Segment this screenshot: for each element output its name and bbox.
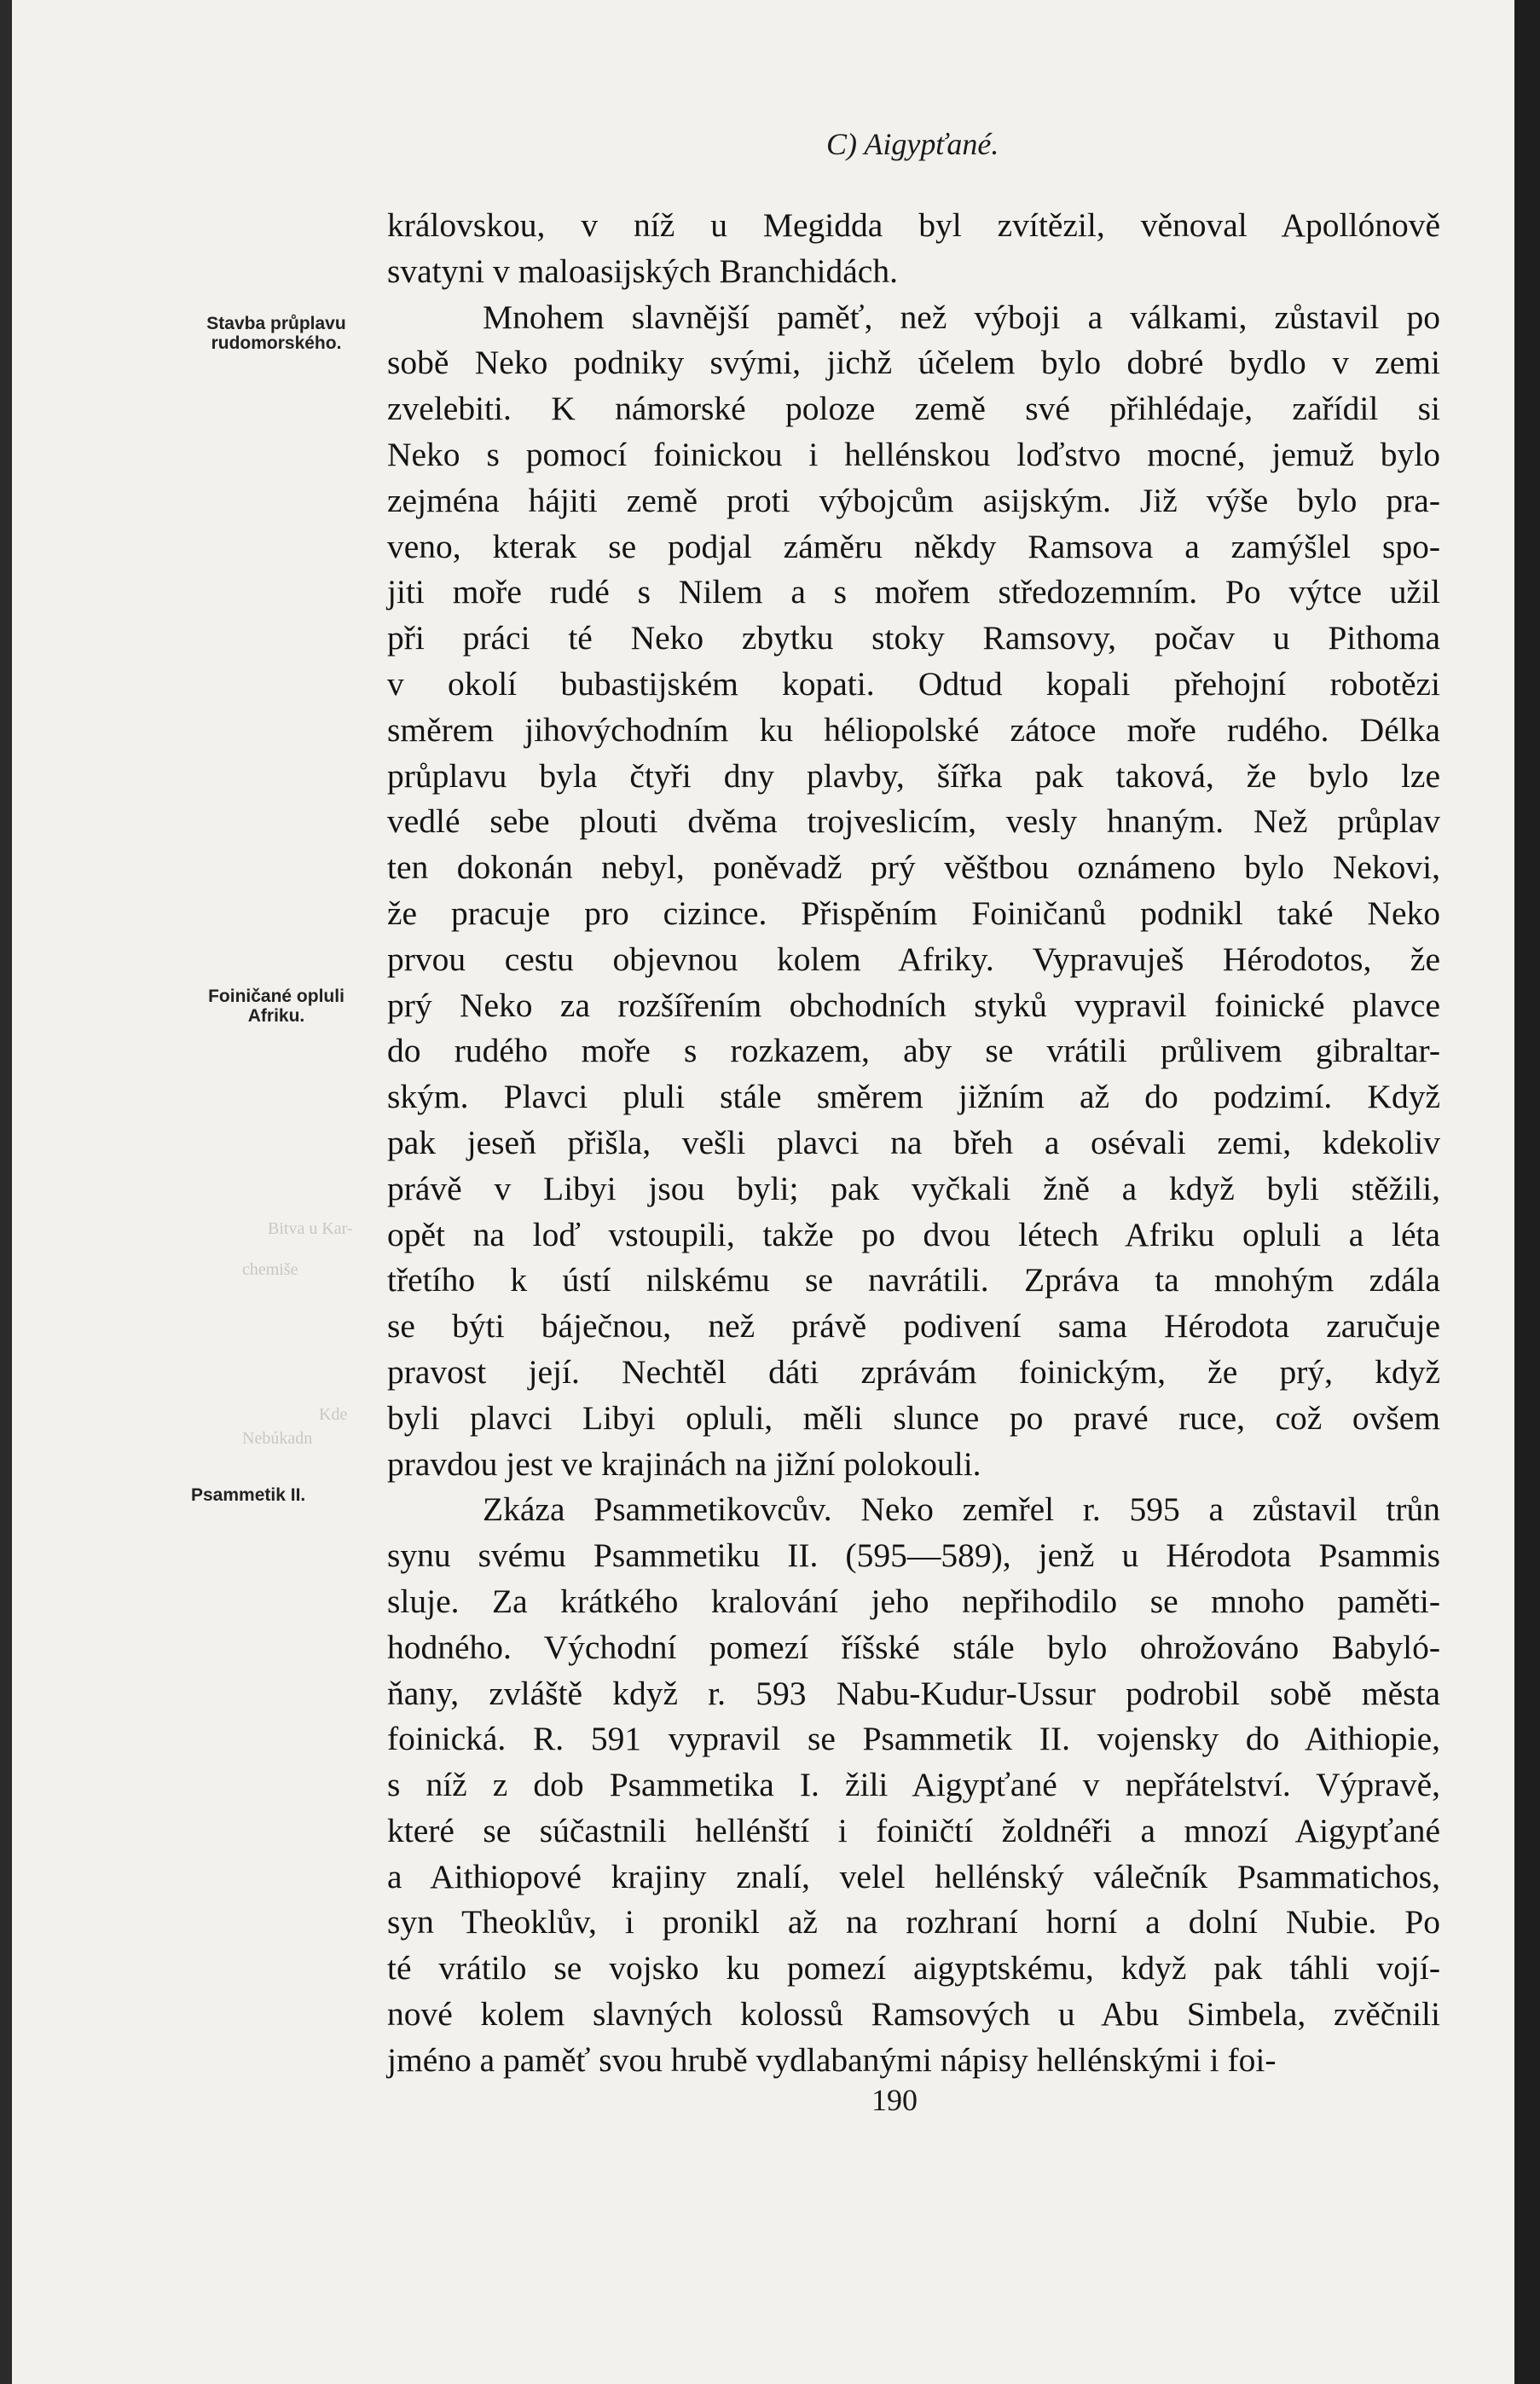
text-line: Neko s pomocí foinickou i hellénskou loďstvo mocné, jemuž bylo: [387, 435, 1440, 473]
page-number: 190: [871, 2083, 918, 2117]
text-line: ňany, zvláště když r. 593 Nabu-Kudur-Ussur podrobil sobě města: [387, 1674, 1440, 1712]
margin-note-phoenicians: Foiničané opluli Afriku.: [208, 987, 344, 1026]
text-line: opět na loď vstoupili, takže po dvou létech Afriku opluli a léta: [387, 1215, 1440, 1253]
bleed-text: Nebúkadn: [242, 1429, 313, 1448]
text-line: svatyni v maloasijských Branchidách.: [387, 252, 898, 290]
text-line: nové kolem slavných kolossů Ramsových u Abu Simbela, zvěčnili: [387, 1995, 1440, 2034]
text-line: vedlé sebe plouti dvěma trojveslicím, vesly hnaným. Než průplav: [387, 802, 1440, 841]
text-line: jiti moře rudé s Nilem a s mořem středozemním. Po výtce užil: [387, 573, 1440, 611]
text-line: ským. Plavci pluli stále směrem jižním až do podzimí. Když: [387, 1078, 1440, 1116]
body-text: [387, 203, 1440, 2084]
text-line: prý Neko za rozšířením obchodních styků vypravil foinické plavce: [387, 986, 1440, 1024]
text-line: ten dokonán nebyl, poněvadž prý věštbou oznámeno bylo Nekovi,: [387, 848, 1440, 887]
text-line: pak jeseň přišla, vešli plavci na břeh a osévali zemi, kdekoliv: [387, 1123, 1440, 1161]
book-page: [12, 0, 1514, 2384]
text-line: zvelebiti. K námorské poloze země své přihlédaje, zařídil si: [387, 390, 1440, 428]
scan-edge: [1514, 0, 1540, 2384]
text-line: průplavu byla čtyři dny plavby, šířka pak taková, že bylo lze: [387, 756, 1440, 795]
text-line: s níž z dob Psammetika I. žili Aigypťané v nepřátelství. Výpravě,: [387, 1766, 1440, 1804]
text-line: které se súčastnili hellénští i foiničtí žoldnéři a mnozí Aigypťané: [387, 1811, 1440, 1849]
text-line: pravost její. Nechtěl dáti zprávám foinickým, že prý, když: [387, 1352, 1440, 1391]
text-line: královskou, v níž u Megidda byl zvítězil, věnoval Apollónově: [387, 206, 1440, 244]
text-line: třetího k ústí nilskému se navrátili. Zpráva ta mnohým zdála: [387, 1261, 1440, 1299]
text-line: pravdou jest ve krajinách na jižní polokouli.: [387, 1444, 981, 1483]
text-line: Zkáza Psammetikovcův. Neko zemřel r. 595 a zůstavil trůn: [483, 1490, 1440, 1529]
text-line: že pracuje pro cizince. Přispěním Foiničanů podnikl také Neko: [387, 894, 1440, 932]
margin-note-psammetik: Psammetik II.: [191, 1485, 306, 1505]
running-header: C) Aigypťané.: [826, 127, 999, 161]
text-line: sluje. Za krátkého kralování jeho nepřihodilo se mnoho paměti-: [387, 1582, 1440, 1620]
text-line: zejména hájiti země proti výbojcům asijským. Již výše bylo pra-: [387, 481, 1440, 519]
text-line: sobě Neko podniky svými, jichž účelem bylo dobré bydlo v zemi: [387, 344, 1440, 382]
bleed-text: Bitva u Kar-: [268, 1219, 353, 1238]
text-line: foinická. R. 591 vypravil se Psammetik II. vojensky do Aithiopie,: [387, 1720, 1440, 1758]
text-line: a Aithiopové krajiny znalí, velel hellénský válečník Psammatichos,: [387, 1857, 1440, 1895]
text-line: do rudého moře s rozkazem, aby se vrátili průlivem gibraltar-: [387, 1032, 1440, 1070]
bleed-text: chemiše: [242, 1260, 298, 1279]
text-line: právě v Libyi jsou byli; pak vyčkali žně a když byli stěžili,: [387, 1169, 1440, 1207]
text-line: veno, kterak se podjal záměru někdy Ramsova a zamýšlel spo-: [387, 527, 1440, 565]
text-line: byli plavci Libyi opluli, měli slunce po pravé ruce, což ovšem: [387, 1398, 1440, 1437]
text-line: té vrátilo se vojsko ku pomezí aigyptskému, když pak táhli vojí-: [387, 1949, 1440, 1988]
bleed-text: Kde: [319, 1405, 348, 1424]
text-line: hodného. Východní pomezí říšské stále bylo ohrožováno Babyló-: [387, 1628, 1440, 1666]
text-line: syn Theoklův, i pronikl až na rozhraní horní a dolní Nubie. Po: [387, 1903, 1440, 1941]
text-line: směrem jihovýchodním ku héliopolské zátoce moře rudého. Délka: [387, 710, 1440, 749]
text-line: synu svému Psammetiku II. (595—589), jenž u Hérodota Psammis: [387, 1536, 1440, 1575]
margin-note-canal: Stavba průplavu rudomorského.: [206, 314, 346, 353]
text-line: se býti báječnou, než právě podivení sama Hérodota zaručuje: [387, 1307, 1440, 1345]
text-line: jméno a paměť svou hrubě vydlabanými nápisy hellénskými i foi-: [387, 2040, 1277, 2079]
text-line: Mnohem slavnější paměť, než výboji a válkami, zůstavil po: [483, 298, 1440, 336]
text-line: při práci té Neko zbytku stoky Ramsovy, počav u Pithoma: [387, 619, 1440, 657]
text-line: v okolí bubastijském kopati. Odtud kopali přehojní robotězi: [387, 664, 1440, 703]
text-line: prvou cestu objevnou kolem Afriky. Vypravuješ Hérodotos, že: [387, 940, 1440, 978]
